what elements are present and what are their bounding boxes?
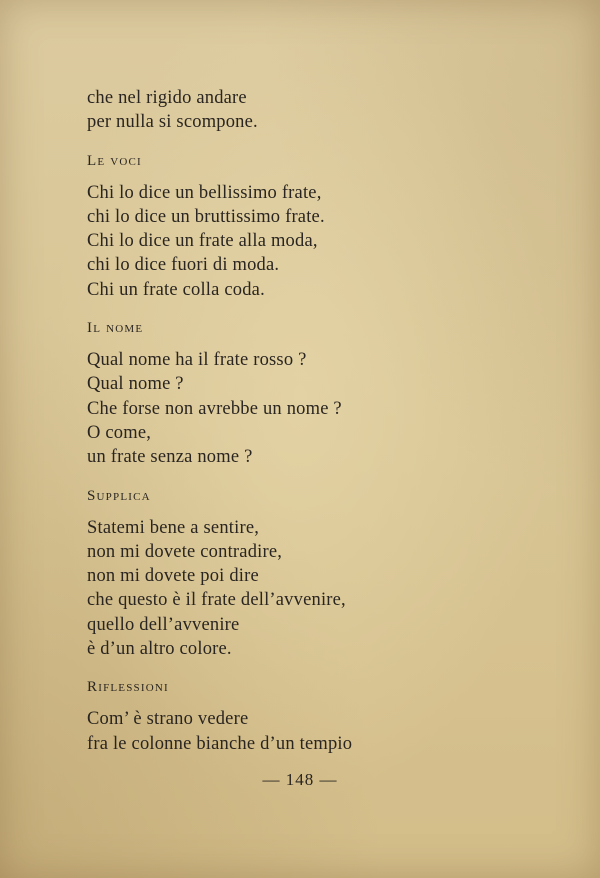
poem-line: per nulla si scompone. [87, 112, 258, 133]
poem-text [87, 86, 527, 756]
poem-line: non mi dovete poi dire [87, 566, 259, 587]
poem-line: è d’un altro colore. [87, 639, 232, 660]
poem-line: Chi lo dice un frate alla moda, [87, 231, 318, 252]
section-heading-il-nome: Il nome [87, 320, 144, 337]
poem-line: Che forse non avrebbe un nome ? [87, 398, 342, 419]
poem-line: Qual nome ? [87, 374, 184, 395]
section-heading-le-voci: Le voci [87, 152, 142, 169]
poem-line: O come, [87, 422, 152, 443]
poem-line: fra le colonne bianche d’un tempio [87, 733, 353, 754]
poem-line: Chi lo dice un bellissimo frate, [87, 182, 322, 203]
section-heading-riflessioni: Riflessioni [87, 679, 169, 696]
poem-line: che nel rigido andare [87, 88, 247, 108]
poem-line: Qual nome ha il frate rosso ? [87, 350, 307, 371]
poem-line: Statemi bene a sentire, [87, 517, 260, 538]
poem-line: un frate senza nome ? [87, 447, 253, 468]
poem-line: non mi dovete contradire, [87, 541, 283, 562]
poem-line: chi lo dice un bruttissimo frate. [87, 206, 325, 227]
poem-line: chi lo dice fuori di moda. [87, 255, 280, 276]
section-heading-supplica: Supplica [87, 487, 151, 504]
poem-line: Chi un frate colla coda. [87, 279, 265, 300]
page-number: — 148 — [262, 770, 338, 789]
poem-line: Com’ è strano vedere [87, 709, 249, 730]
poem-line: quello dell’avvenire [87, 614, 240, 635]
poem-line: che questo è il frate dell’avvenire, [87, 590, 346, 611]
